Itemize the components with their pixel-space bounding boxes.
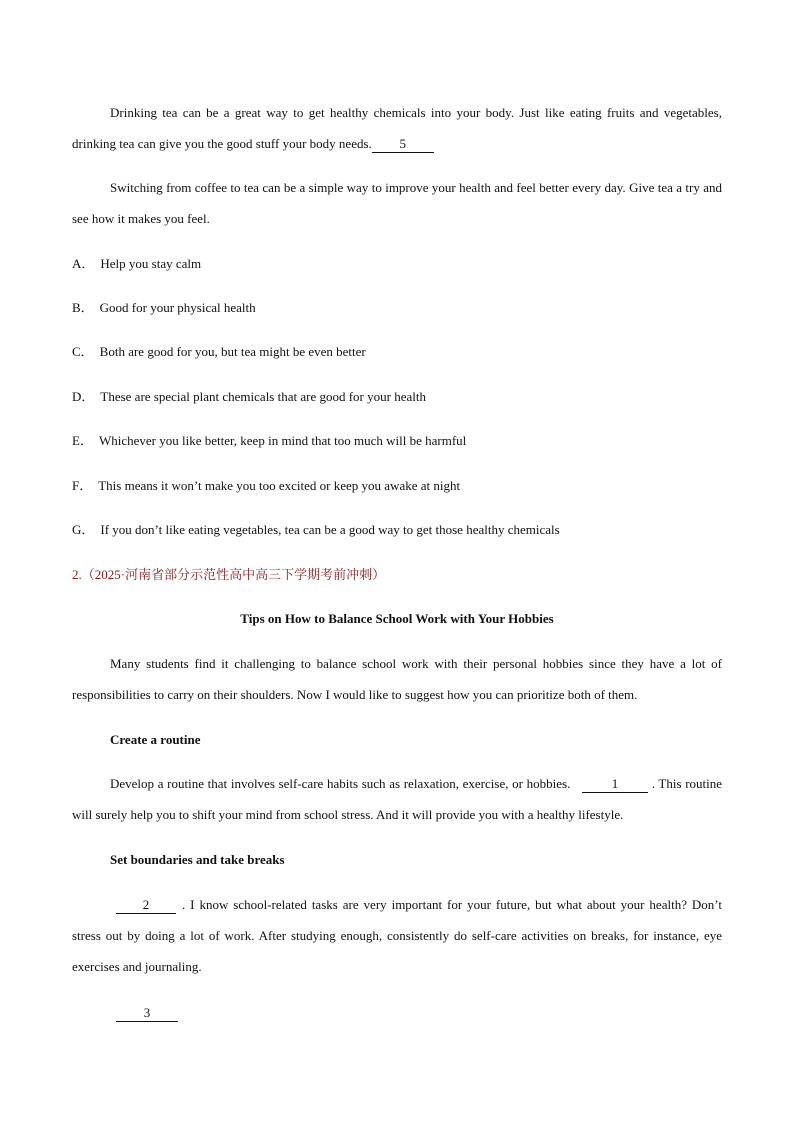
boundaries-paragraph: 2 . I know school-related tasks are very important for your future, but what about your health? Don’t stress out by doing a lot of work. After studying enough, consistently do self-care activities on breaks, for instance, eye exercises and journaling. (72, 897, 722, 974)
option-g: G． If you don’t like eating vegetables, tea can be a good way to get those healthy chemicals (72, 522, 560, 537)
option-d: D． These are special plant chemicals that are good for your health (72, 389, 426, 404)
blank-3: 3 (116, 1005, 178, 1022)
heading-create-routine: Create a routine (110, 732, 201, 747)
passage1-paragraph-2: Switching from coffee to tea can be a simple way to improve your health and feel better every day. Give tea a try and see how it makes you feel. (72, 180, 722, 226)
passage-title: Tips on How to Balance School Work with Your Hobbies (240, 611, 554, 626)
blank-2: 2 (116, 897, 176, 914)
intro-paragraph: Many students find it challenging to balance school work with their personal hobbies since they have a lot of responsibilities to carry on their shoulders. Now I would like to suggest how you can prioritize both of them. (72, 656, 722, 702)
option-a: A． Help you stay calm (72, 256, 202, 271)
option-c: C． Both are good for you, but tea might be even better (72, 344, 366, 359)
blank-3-line (116, 1003, 216, 1023)
heading-boundaries: Set boundaries and take breaks (110, 852, 285, 867)
question-source: 2.（2025·河南省部分示范性高中高三下学期考前冲刺） (72, 567, 386, 582)
blank-1: 1 (582, 776, 648, 793)
option-b: B． Good for your physical health (72, 300, 256, 315)
option-e: E． Whichever you like better, keep in mind that too much will be harmful (72, 433, 467, 448)
option-f: F． This means it won’t make you too excited or keep you awake at night (72, 478, 461, 493)
blank-5: 5 (372, 136, 434, 153)
routine-paragraph: Develop a routine that involves self-care habits such as relaxation, exercise, or hobbies. 1 . This routine will surely help you to shift your mind from school stress. And it will provide you with a healthy lifestyle. (72, 776, 723, 822)
passage1-paragraph-1: Drinking tea can be a great way to get healthy chemicals into your body. Just like eating fruits and vegetables, drinking tea can give you the good stuff your body needs. 5 (72, 105, 722, 151)
